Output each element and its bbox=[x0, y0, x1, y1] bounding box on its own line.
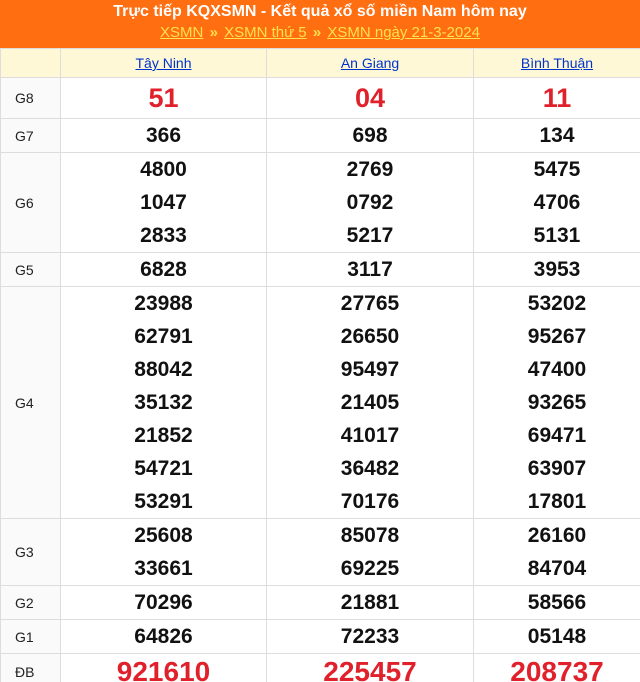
prize-label: G2 bbox=[1, 586, 61, 620]
prize-cell bbox=[267, 654, 474, 682]
prize-cell bbox=[474, 287, 640, 519]
prize-cell bbox=[267, 287, 474, 519]
prize-number: 21881 bbox=[340, 591, 400, 614]
prize-row-g7 bbox=[1, 119, 640, 153]
province-link-tay-ninh[interactable]: Tây Ninh bbox=[135, 55, 192, 71]
prize-cell bbox=[474, 119, 640, 153]
breadcrumb-xsmn[interactable]: XSMN bbox=[160, 24, 204, 41]
prize-number: 5131 bbox=[533, 224, 581, 247]
province-header bbox=[474, 49, 640, 78]
prize-number: 2769 bbox=[346, 158, 394, 181]
prize-number: 26650 bbox=[340, 325, 400, 348]
breadcrumb-separator: » bbox=[312, 24, 322, 41]
prize-number: 0792 bbox=[346, 191, 394, 214]
results-table bbox=[0, 48, 640, 682]
prize-label: G6 bbox=[1, 153, 61, 253]
prize-label: G5 bbox=[1, 253, 61, 287]
prize-row-g3 bbox=[1, 519, 640, 586]
prize-number: 69471 bbox=[527, 424, 587, 447]
province-header-row bbox=[1, 49, 640, 78]
prize-number: 11 bbox=[542, 83, 572, 113]
page-title: Trực tiếp KQXSMN - Kết quả xổ số miền Nam hôm nay bbox=[113, 3, 527, 20]
prize-number: 88042 bbox=[134, 358, 193, 381]
prize-row-db bbox=[1, 654, 640, 682]
province-link-binh-thuan[interactable]: Bình Thuận bbox=[520, 55, 594, 71]
prize-row-g1 bbox=[1, 620, 640, 654]
prize-cell bbox=[267, 253, 474, 287]
prize-cell bbox=[474, 153, 640, 253]
prize-number: 04 bbox=[354, 83, 386, 113]
prize-number: 225457 bbox=[323, 656, 417, 682]
prize-row-g6 bbox=[1, 153, 640, 253]
prize-number: 921610 bbox=[116, 656, 211, 682]
corner-cell bbox=[1, 49, 61, 78]
page-header bbox=[0, 0, 640, 48]
prize-number: 63907 bbox=[527, 457, 587, 480]
prize-number: 53202 bbox=[527, 292, 587, 315]
prize-cell bbox=[61, 620, 267, 654]
prize-row-g5 bbox=[1, 253, 640, 287]
prize-label: G7 bbox=[1, 119, 61, 153]
prize-row-g2 bbox=[1, 586, 640, 620]
prize-number: 95497 bbox=[340, 358, 400, 381]
prize-number: 36482 bbox=[340, 457, 400, 480]
prize-cell bbox=[267, 620, 474, 654]
prize-number: 58566 bbox=[527, 591, 587, 614]
prize-label: ĐB bbox=[1, 654, 61, 682]
province-header bbox=[61, 49, 267, 78]
prize-number: 5475 bbox=[533, 158, 581, 181]
prize-number: 33661 bbox=[134, 557, 193, 580]
breadcrumb-separator: » bbox=[209, 24, 218, 41]
prize-cell bbox=[474, 253, 640, 287]
prize-number: 35132 bbox=[134, 391, 193, 414]
prize-cell bbox=[267, 119, 474, 153]
breadcrumb-xsmn-thu-5[interactable]: XSMN thứ 5 bbox=[224, 24, 307, 41]
breadcrumb-xsmn-ngay[interactable]: XSMN ngày 21-3-2024 bbox=[327, 24, 480, 41]
prize-number: 698 bbox=[352, 124, 388, 147]
prize-cell bbox=[267, 153, 474, 253]
prize-number: 72233 bbox=[340, 625, 400, 648]
prize-row-g4 bbox=[1, 287, 640, 519]
prize-number: 70296 bbox=[134, 591, 193, 614]
prize-row-g8 bbox=[1, 78, 640, 119]
prize-label: G1 bbox=[1, 620, 61, 654]
prize-label: G8 bbox=[1, 78, 61, 119]
prize-number: 69225 bbox=[340, 557, 400, 580]
prize-cell bbox=[267, 78, 474, 119]
breadcrumb bbox=[0, 23, 640, 43]
prize-cell bbox=[474, 586, 640, 620]
prize-number: 53291 bbox=[134, 490, 193, 513]
prize-number: 85078 bbox=[340, 524, 400, 547]
prize-number: 54721 bbox=[134, 457, 193, 480]
prize-cell bbox=[474, 78, 640, 119]
prize-number: 208737 bbox=[510, 656, 604, 682]
prize-cell bbox=[61, 586, 267, 620]
prize-number: 84704 bbox=[527, 557, 587, 580]
prize-number: 21405 bbox=[340, 391, 400, 414]
prize-number: 95267 bbox=[527, 325, 587, 348]
prize-table-body bbox=[1, 78, 640, 682]
prize-number: 51 bbox=[148, 83, 179, 113]
prize-number: 70176 bbox=[340, 490, 400, 513]
prize-cell bbox=[474, 654, 640, 682]
prize-number: 134 bbox=[539, 124, 575, 147]
prize-number: 3117 bbox=[347, 258, 393, 281]
prize-number: 1047 bbox=[140, 191, 187, 214]
prize-number: 05148 bbox=[527, 625, 587, 648]
prize-label: G4 bbox=[1, 287, 61, 519]
prize-number: 27765 bbox=[340, 292, 400, 315]
prize-cell bbox=[61, 78, 267, 119]
prize-number: 17801 bbox=[527, 490, 587, 513]
prize-number: 23988 bbox=[134, 292, 193, 315]
prize-cell bbox=[267, 519, 474, 586]
prize-cell bbox=[61, 519, 267, 586]
prize-cell bbox=[61, 119, 267, 153]
prize-number: 93265 bbox=[527, 391, 587, 414]
prize-cell bbox=[61, 253, 267, 287]
prize-number: 366 bbox=[145, 124, 182, 147]
prize-label: G3 bbox=[1, 519, 61, 586]
prize-cell bbox=[267, 586, 474, 620]
province-header bbox=[267, 49, 474, 78]
prize-number: 4800 bbox=[140, 158, 187, 181]
prize-cell bbox=[61, 287, 267, 519]
prize-cell bbox=[61, 153, 267, 253]
prize-cell bbox=[474, 519, 640, 586]
prize-number: 26160 bbox=[527, 524, 587, 547]
prize-number: 3953 bbox=[533, 258, 581, 281]
province-link-an-giang[interactable]: An Giang bbox=[340, 55, 400, 71]
prize-number: 4706 bbox=[533, 191, 581, 214]
prize-number: 6828 bbox=[140, 258, 187, 281]
prize-number: 25608 bbox=[134, 524, 193, 547]
prize-number: 21852 bbox=[134, 424, 193, 447]
prize-cell bbox=[474, 620, 640, 654]
prize-number: 64826 bbox=[134, 625, 193, 648]
prize-number: 5217 bbox=[346, 224, 394, 247]
prize-cell bbox=[61, 654, 267, 682]
prize-number: 2833 bbox=[140, 224, 187, 247]
prize-number: 41017 bbox=[340, 424, 400, 447]
prize-number: 62791 bbox=[134, 325, 193, 348]
prize-number: 47400 bbox=[527, 358, 587, 381]
